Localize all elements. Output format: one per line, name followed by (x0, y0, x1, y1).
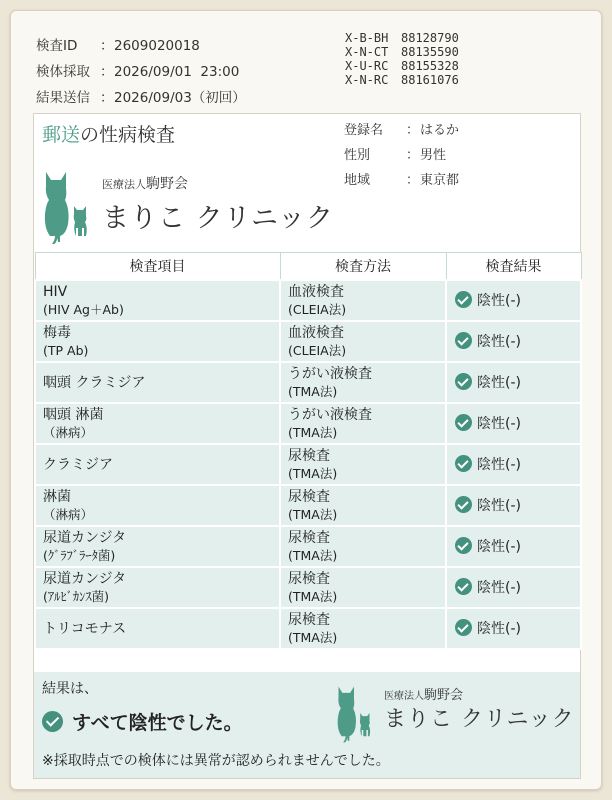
table-row (35, 485, 581, 526)
test-method-name: 尿検査 (288, 529, 330, 546)
clinic-logo (40, 166, 340, 246)
test-method (280, 485, 446, 526)
table-row (35, 362, 581, 403)
page-title: 郵送の性病検査 (42, 124, 176, 146)
test-item (35, 567, 280, 608)
test-method-sub: (TMA法) (288, 424, 338, 440)
result-value: 陰性(-) (477, 375, 521, 391)
test-method-sub: (CLEIA法) (288, 342, 347, 358)
table-header-row (35, 253, 581, 281)
check-circle-icon (455, 373, 472, 390)
test-item (35, 444, 280, 485)
results-table (34, 252, 582, 650)
table-row (35, 403, 581, 444)
test-method (280, 362, 446, 403)
sample-codes: X-B-BH 88128790 X-N-CT 88135590 X-U-RC 88155328 X-N-RC 88161076 (345, 31, 459, 87)
test-method-name: うがい液検査 (288, 365, 372, 382)
test-item-name: 尿道カンジタ (43, 570, 127, 587)
sex: 男性 (420, 148, 447, 163)
check-circle-icon (455, 578, 472, 595)
summary-note: ※採取時点での検体には異常が認められませんでした。 (42, 753, 390, 769)
result-panel (33, 113, 581, 779)
registration-info: 登録名 ： はるか 性別 ： 男性 地域 ： 東京都 (344, 118, 459, 193)
test-item-sub: (ｸﾞﾗﾌﾞﾗｰﾀ菌) (43, 547, 116, 563)
table-row (35, 567, 581, 608)
test-method-sub: (TMA法) (288, 506, 338, 522)
table-row (35, 608, 581, 649)
test-method-sub: (TMA法) (288, 629, 338, 645)
test-item-name: 梅毒 (43, 324, 71, 341)
test-item-name: 咽頭 淋菌 (43, 406, 104, 423)
test-item (35, 321, 280, 362)
check-circle-icon (455, 619, 472, 636)
check-circle-icon (42, 711, 63, 732)
test-method (280, 321, 446, 362)
test-item-sub: (TP Ab) (43, 342, 89, 358)
summary-footer (34, 672, 580, 778)
exam-id: 2609020018 (114, 38, 200, 54)
test-item (35, 608, 280, 649)
result-value: 陰性(-) (477, 457, 521, 473)
table-row (35, 321, 581, 362)
test-result (446, 403, 581, 444)
test-method-sub: (TMA法) (288, 465, 338, 481)
summary-intro: 結果は、 (42, 681, 98, 697)
test-item (35, 403, 280, 444)
test-method-name: 血液検査 (288, 324, 344, 341)
test-method (280, 608, 446, 649)
result-value: 陰性(-) (477, 539, 521, 555)
test-item-name: 尿道カンジタ (43, 529, 127, 546)
test-method (280, 280, 446, 321)
region: 東京都 (420, 173, 460, 188)
table-row (35, 280, 581, 321)
collected-label: 検体採取 (36, 64, 90, 80)
test-method (280, 526, 446, 567)
test-item-sub: （淋病） (43, 424, 94, 440)
test-method (280, 567, 446, 608)
test-method-name: 尿検査 (288, 488, 330, 505)
test-item-name: クラミジア (43, 456, 113, 473)
cat-silhouette-icon (332, 682, 376, 744)
footer-clinic-logo (332, 682, 575, 744)
test-item (35, 526, 280, 567)
summary-result: すべて陰性でした。 (42, 708, 243, 735)
test-result (446, 444, 581, 485)
test-method-name: 尿検査 (288, 570, 330, 587)
test-method-sub: (TMA法) (288, 588, 338, 604)
column-header-item: 検査項目 (35, 253, 280, 281)
test-result (446, 362, 581, 403)
test-method-name: 血液検査 (288, 283, 344, 300)
result-value: 陰性(-) (477, 416, 521, 432)
check-circle-icon (455, 537, 472, 554)
test-item-sub: (ｱﾙﾋﾞｶﾝｽ菌) (43, 588, 110, 604)
test-item-name: 咽頭 クラミジア (43, 374, 146, 391)
test-result (446, 280, 581, 321)
clinic-name: まりこ クリニック (384, 707, 575, 732)
result-value: 陰性(-) (477, 580, 521, 596)
result-card (10, 10, 602, 790)
sent-datetime: 2026/09/03（初回） (114, 90, 246, 106)
test-item-name: トリコモナス (43, 620, 127, 637)
test-method-name: 尿検査 (288, 611, 330, 628)
check-circle-icon (455, 496, 472, 513)
table-row (35, 444, 581, 485)
test-item (35, 362, 280, 403)
exam-id-label: 検査ID (36, 38, 78, 54)
test-item-name: 淋菌 (43, 488, 71, 505)
column-header-method: 検査方法 (280, 253, 446, 281)
registered-name: はるか (420, 123, 460, 138)
test-method (280, 444, 446, 485)
test-method-name: 尿検査 (288, 447, 330, 464)
test-method-sub: (CLEIA法) (288, 301, 347, 317)
clinic-corporation: 医療法人駒野会 (102, 176, 188, 192)
cat-silhouette-icon (40, 166, 92, 246)
test-method-sub: (TMA法) (288, 547, 338, 563)
check-circle-icon (455, 291, 472, 308)
exam-meta: 検査ID ： 2609020018 検体採取 ： 2026/09/01 23:00 結果送信 ： 2026/09/03（初回） (36, 33, 246, 111)
test-item-sub: （淋病） (43, 506, 94, 522)
collected-datetime: 2026/09/01 23:00 (114, 64, 240, 80)
test-item-name: HIV (43, 283, 68, 300)
test-result (446, 526, 581, 567)
check-circle-icon (455, 332, 472, 349)
test-result (446, 608, 581, 649)
result-value: 陰性(-) (477, 498, 521, 514)
clinic-name: まりこ クリニック (102, 203, 334, 234)
check-circle-icon (455, 455, 472, 472)
test-result (446, 567, 581, 608)
clinic-corporation: 医療法人駒野会 (384, 688, 464, 703)
table-row (35, 526, 581, 567)
test-result (446, 321, 581, 362)
sent-label: 結果送信 (36, 90, 90, 106)
column-header-result: 検査結果 (446, 253, 581, 281)
result-value: 陰性(-) (477, 621, 521, 637)
test-result (446, 485, 581, 526)
test-method-sub: (TMA法) (288, 383, 338, 399)
check-circle-icon (455, 414, 472, 431)
test-method-name: うがい液検査 (288, 406, 372, 423)
test-item (35, 485, 280, 526)
result-value: 陰性(-) (477, 334, 521, 350)
result-value: 陰性(-) (477, 293, 521, 309)
test-item-sub: (HIV Ag＋Ab) (43, 301, 124, 317)
test-item (35, 280, 280, 321)
test-method (280, 403, 446, 444)
